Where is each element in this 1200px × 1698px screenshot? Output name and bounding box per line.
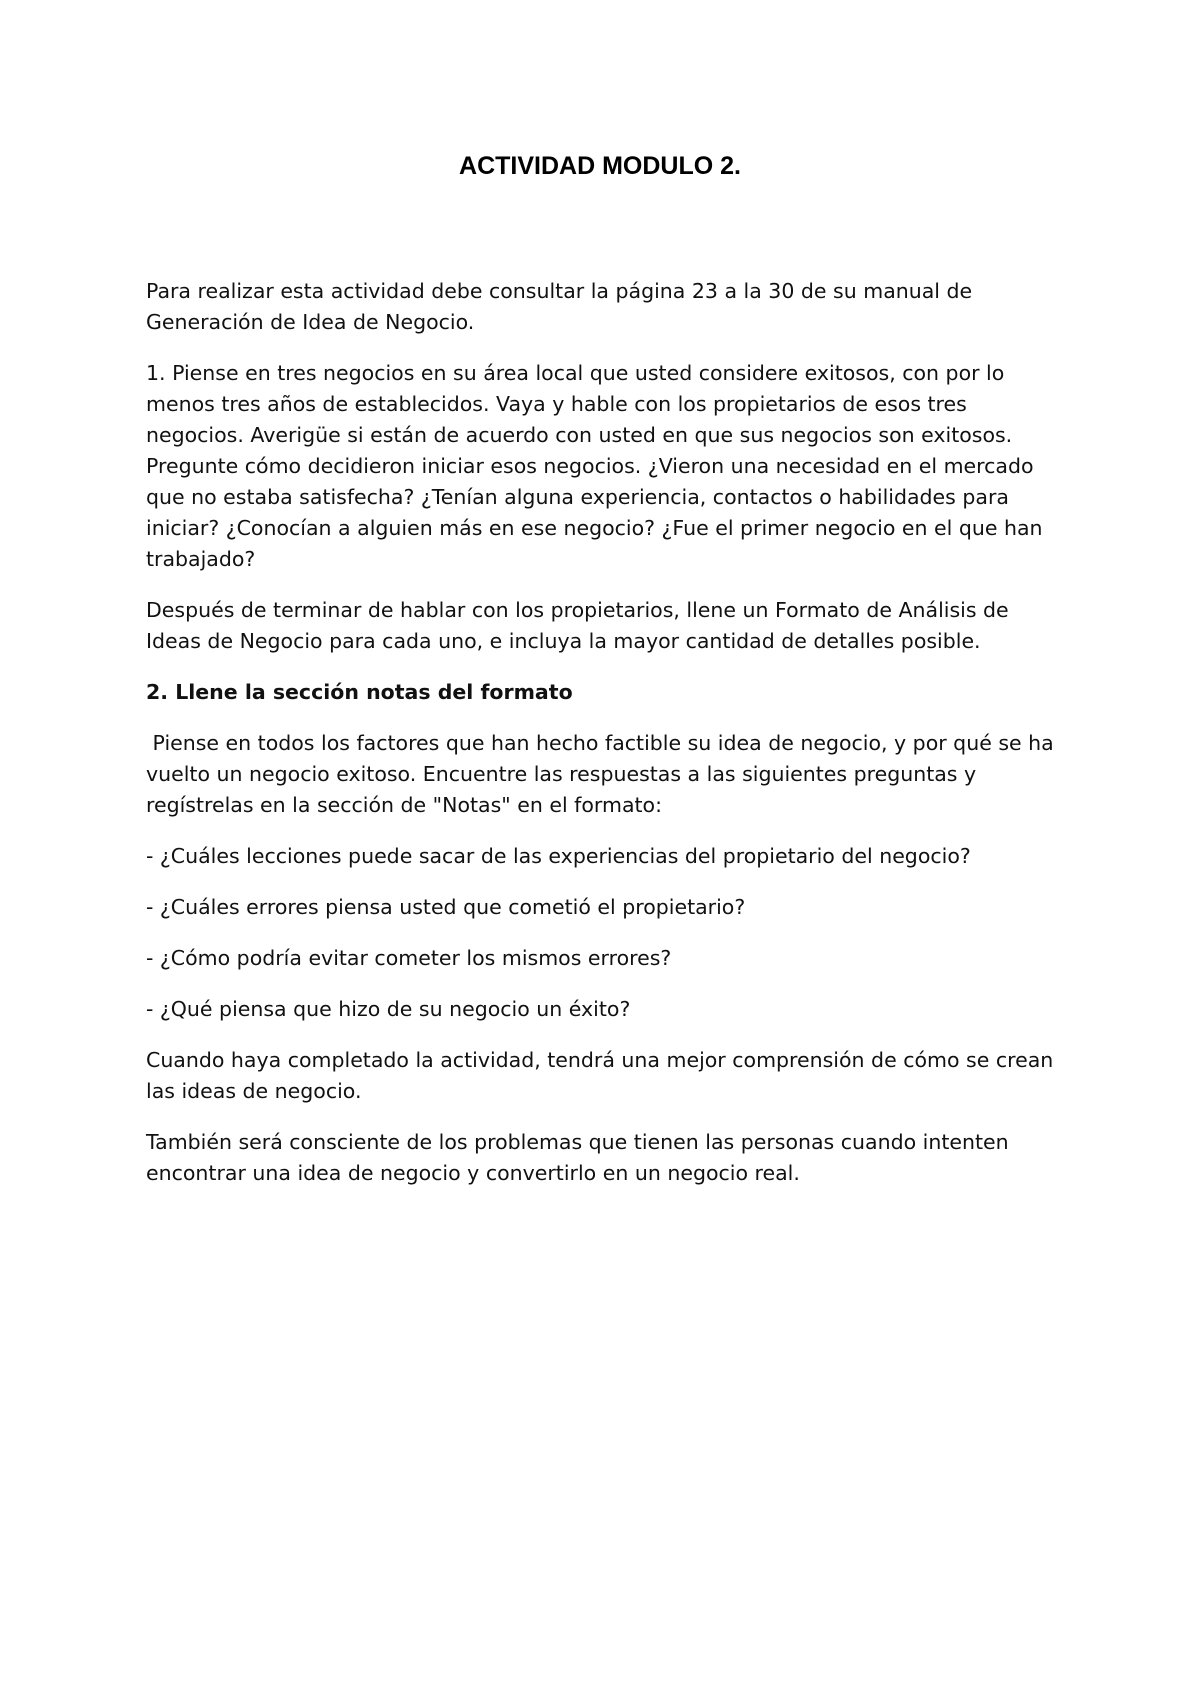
intro-paragraph: Para realizar esta actividad debe consultar la página 23 a la 30 de su manual de Generación de Idea de Negocio.: [146, 279, 973, 334]
section-2-heading: 2. Llene la sección notas del formato: [146, 680, 573, 704]
question-item: - ¿Cómo podría evitar cometer los mismos errores?: [146, 946, 672, 970]
page-title: ACTIVIDAD MODULO 2.: [459, 152, 741, 180]
after-talk-paragraph: Después de terminar de hablar con los propietarios, llene un Formato de Análisis de Ideas de Negocio para cada uno, e incluya la mayor cantidad de detalles posible.: [146, 598, 1009, 653]
closing-paragraph-2: También será consciente de los problemas que tienen las personas cuando intenten encontrar una idea de negocio y convertirlo en un negocio real.: [146, 1130, 1009, 1185]
section-2-intro-paragraph: Piense en todos los factores que han hecho factible su idea de negocio, y por qué se ha vuelto un negocio exitoso. Encuentre las respuestas a las siguientes preguntas y regístrelas en la sección de "Notas" en el formato:: [146, 731, 1061, 817]
question-item: - ¿Cuáles lecciones puede sacar de las experiencias del propietario del negocio?: [146, 844, 971, 868]
question-item: - ¿Cuáles errores piensa usted que cometió el propietario?: [146, 895, 746, 919]
point-1-paragraph: 1. Piense en tres negocios en su área local que usted considere exitosos, con por lo menos tres años de establecidos. Vaya y hable con los propietarios de esos tres negocios. Averigüe si están de acuerdo con usted en que sus negocios son exitosos. Pregunte cómo decidieron iniciar esos negocios. ¿Vieron una necesidad en el mercado que no estaba satisfecha? ¿Tenían alguna experiencia, contactos o habilidades para iniciar? ¿Conocían a alguien más en ese negocio? ¿Fue el primer negocio en el que han trabajado?: [146, 361, 1043, 571]
question-item: - ¿Qué piensa que hizo de su negocio un éxito?: [146, 997, 631, 1021]
document-body: [146, 276, 1066, 1209]
closing-paragraph-1: Cuando haya completado la actividad, tendrá una mejor comprensión de cómo se crean las ideas de negocio.: [146, 1048, 1054, 1103]
